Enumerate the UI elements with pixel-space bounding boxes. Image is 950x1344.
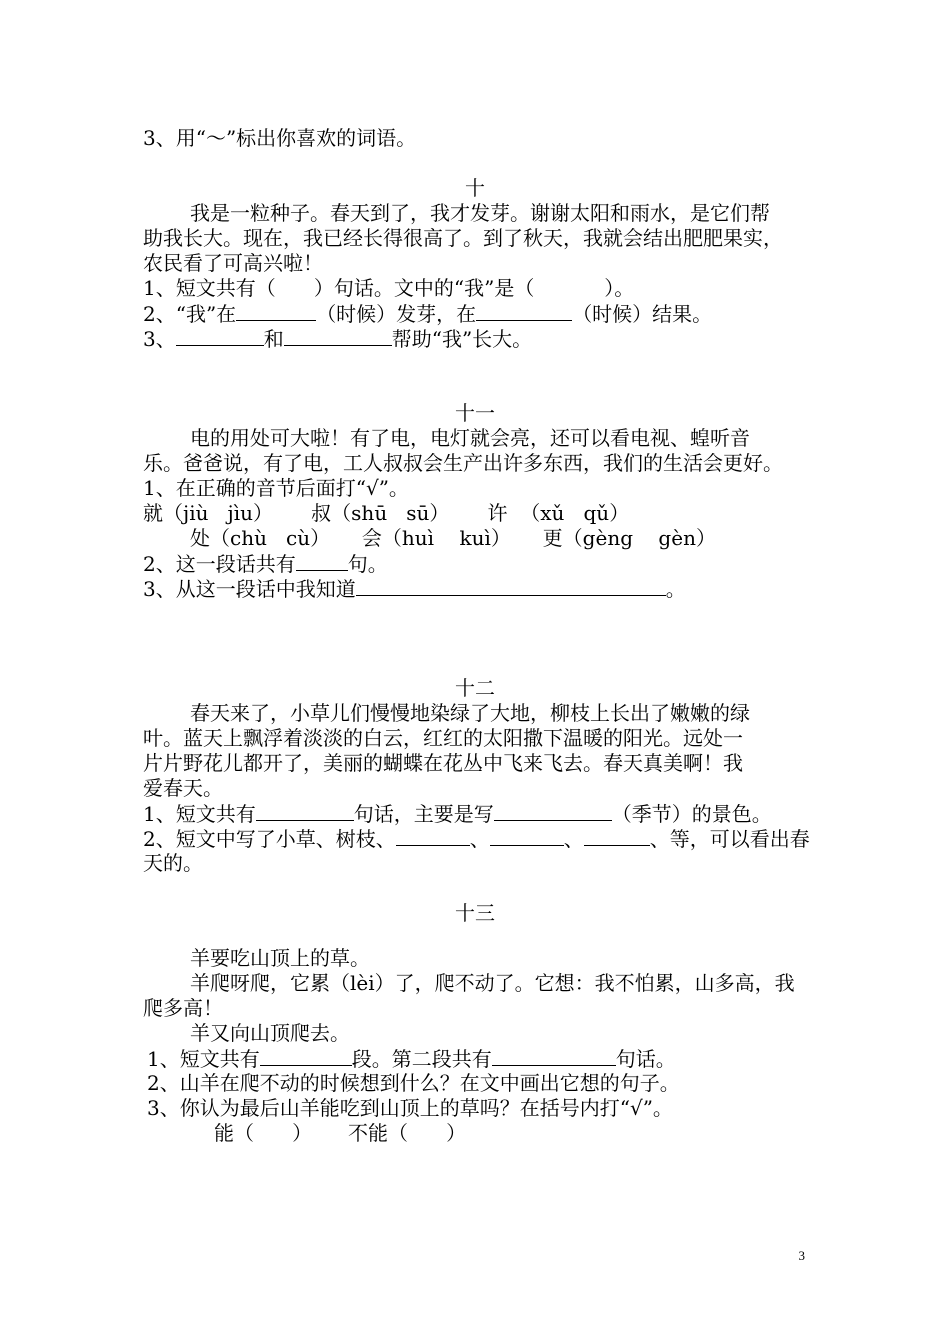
s10-question-3 bbox=[143, 325, 532, 352]
s10-para-line-3: 农民看了可高兴啦！ bbox=[143, 251, 323, 275]
s12-para-line-3: 片片野花儿都开了，美丽的蝴蝶在花丛中飞来飞去。春天真美啊！我 bbox=[143, 751, 743, 775]
s13-para-line-2: 羊爬呀爬，它累（lèi）了，爬不动了。它想：我不怕累，山多高，我 bbox=[190, 971, 795, 995]
s11-pinyin-row-1: 就（jiù jìu） 叔（shū sū） 许 （xǔ qǔ） bbox=[143, 501, 630, 525]
s10-q2-text-a: 2、“我”在 bbox=[143, 302, 237, 326]
s13-question-1 bbox=[147, 1045, 676, 1072]
s12-q1-text-b: 句话，主要是写 bbox=[353, 802, 494, 826]
s12-q2-text-c: 、 bbox=[563, 827, 584, 851]
s10-q3-text-b: 和 bbox=[263, 327, 284, 351]
s10-title: 十 bbox=[465, 176, 485, 200]
s13-para-line-3: 爬多高！ bbox=[143, 996, 223, 1020]
s11-q2-blank[interactable] bbox=[296, 550, 348, 571]
s10-para-line-2: 助我长大。现在，我已经长得很高了。到了秋天，我就会结出肥肥果实， bbox=[143, 226, 783, 250]
s10-q2-blank-1[interactable] bbox=[236, 300, 316, 321]
s11-pinyin-row-2: 处（chù cù） 会（huì kuì） 更（gèng gèn） bbox=[190, 526, 716, 550]
s12-q1-text-a: 1、短文共有 bbox=[143, 802, 256, 826]
s11-para-line-1: 电的用处可大啦！有了电，电灯就会亮，还可以看电视、蝗听音 bbox=[190, 426, 750, 450]
s12-para-line-1: 春天来了，小草儿们慢慢地染绿了大地，柳枝上长出了嫩嫩的绿 bbox=[190, 701, 750, 725]
s12-question-2 bbox=[143, 825, 810, 852]
s12-q1-blank-1[interactable] bbox=[256, 800, 354, 821]
s13-option-no[interactable]: 不能（ ） bbox=[348, 1121, 467, 1145]
s13-option-yes[interactable]: 能（ ） bbox=[214, 1121, 313, 1145]
s13-question-2: 2、山羊在爬不动的时候想到什么？在文中画出它想的句子。 bbox=[147, 1071, 680, 1095]
s13-para-line-4: 羊又向山顶爬去。 bbox=[190, 1021, 350, 1045]
s9-question-3: 3、用“～”标出你喜欢的词语。 bbox=[143, 126, 417, 150]
s10-q2-text-c: （时候）结果。 bbox=[572, 302, 713, 326]
s10-question-1: 1、短文共有（ ）句话。文中的“我”是（ ）。 bbox=[143, 276, 635, 300]
s13-para-line-1: 羊要吃山顶上的草。 bbox=[190, 946, 370, 970]
s11-question-2 bbox=[143, 550, 388, 577]
s12-q2-text-b: 、 bbox=[469, 827, 490, 851]
s12-q2-blank-2[interactable] bbox=[490, 825, 564, 846]
s12-q1-text-c: （季节）的景色。 bbox=[611, 802, 772, 826]
s11-question-1: 1、在正确的音节后面打“√”。 bbox=[143, 476, 409, 500]
s12-q2-text-d: 、等，可以看出春 bbox=[649, 827, 810, 851]
s10-q3-text-c: 帮助“我”长大。 bbox=[391, 327, 533, 351]
s11-q2-text-a: 2、这一段话共有 bbox=[143, 552, 296, 576]
s13-q1-blank-1[interactable] bbox=[260, 1045, 352, 1066]
s12-q2-blank-1[interactable] bbox=[396, 825, 470, 846]
s11-question-3 bbox=[143, 575, 686, 602]
s12-q2-text-a: 2、短文中写了小草、树枝、 bbox=[143, 827, 396, 851]
s10-q3-blank-1[interactable] bbox=[176, 325, 264, 346]
s11-q3-text-b: 。 bbox=[665, 577, 686, 601]
s12-question-1 bbox=[143, 800, 772, 827]
s12-q1-blank-2[interactable] bbox=[494, 800, 612, 821]
s13-q1-text-c: 句话。 bbox=[615, 1047, 676, 1071]
s11-para-line-2: 乐。爸爸说，有了电，工人叔叔会生产出许多东西，我们的生活会更好。 bbox=[143, 451, 783, 475]
s12-para-line-4: 爱春天。 bbox=[143, 776, 223, 800]
s13-q1-text-a: 1、短文共有 bbox=[147, 1047, 260, 1071]
s12-title: 十二 bbox=[455, 676, 495, 700]
s13-title: 十三 bbox=[455, 901, 495, 925]
s10-question-2 bbox=[143, 300, 712, 327]
s13-q1-text-b: 段。第二段共有 bbox=[351, 1047, 492, 1071]
page-number: 3 bbox=[798, 1248, 805, 1263]
s12-question-2-cont: 天的。 bbox=[143, 851, 203, 875]
s11-q3-text-a: 3、从这一段话中我知道 bbox=[143, 577, 356, 601]
s11-title: 十一 bbox=[455, 401, 495, 425]
s10-q3-blank-2[interactable] bbox=[284, 325, 392, 346]
s10-para-line-1: 我是一粒种子。春天到了，我才发芽。谢谢太阳和雨水，是它们帮 bbox=[190, 201, 770, 225]
s11-q2-text-b: 句。 bbox=[347, 552, 388, 576]
s10-q2-blank-2[interactable] bbox=[476, 300, 572, 321]
s10-q3-text-a: 3、 bbox=[143, 327, 176, 351]
s12-q2-blank-3[interactable] bbox=[584, 825, 650, 846]
s13-q1-blank-2[interactable] bbox=[492, 1045, 616, 1066]
s12-para-line-2: 叶。蓝天上飘浮着淡淡的白云，红红的太阳撒下温暖的阳光。远处一 bbox=[143, 726, 743, 750]
s11-q3-blank[interactable] bbox=[356, 575, 666, 596]
s13-question-3: 3、你认为最后山羊能吃到山顶上的草吗？在括号内打“√”。 bbox=[147, 1096, 673, 1120]
s10-q2-text-b: （时候）发芽，在 bbox=[316, 302, 477, 326]
